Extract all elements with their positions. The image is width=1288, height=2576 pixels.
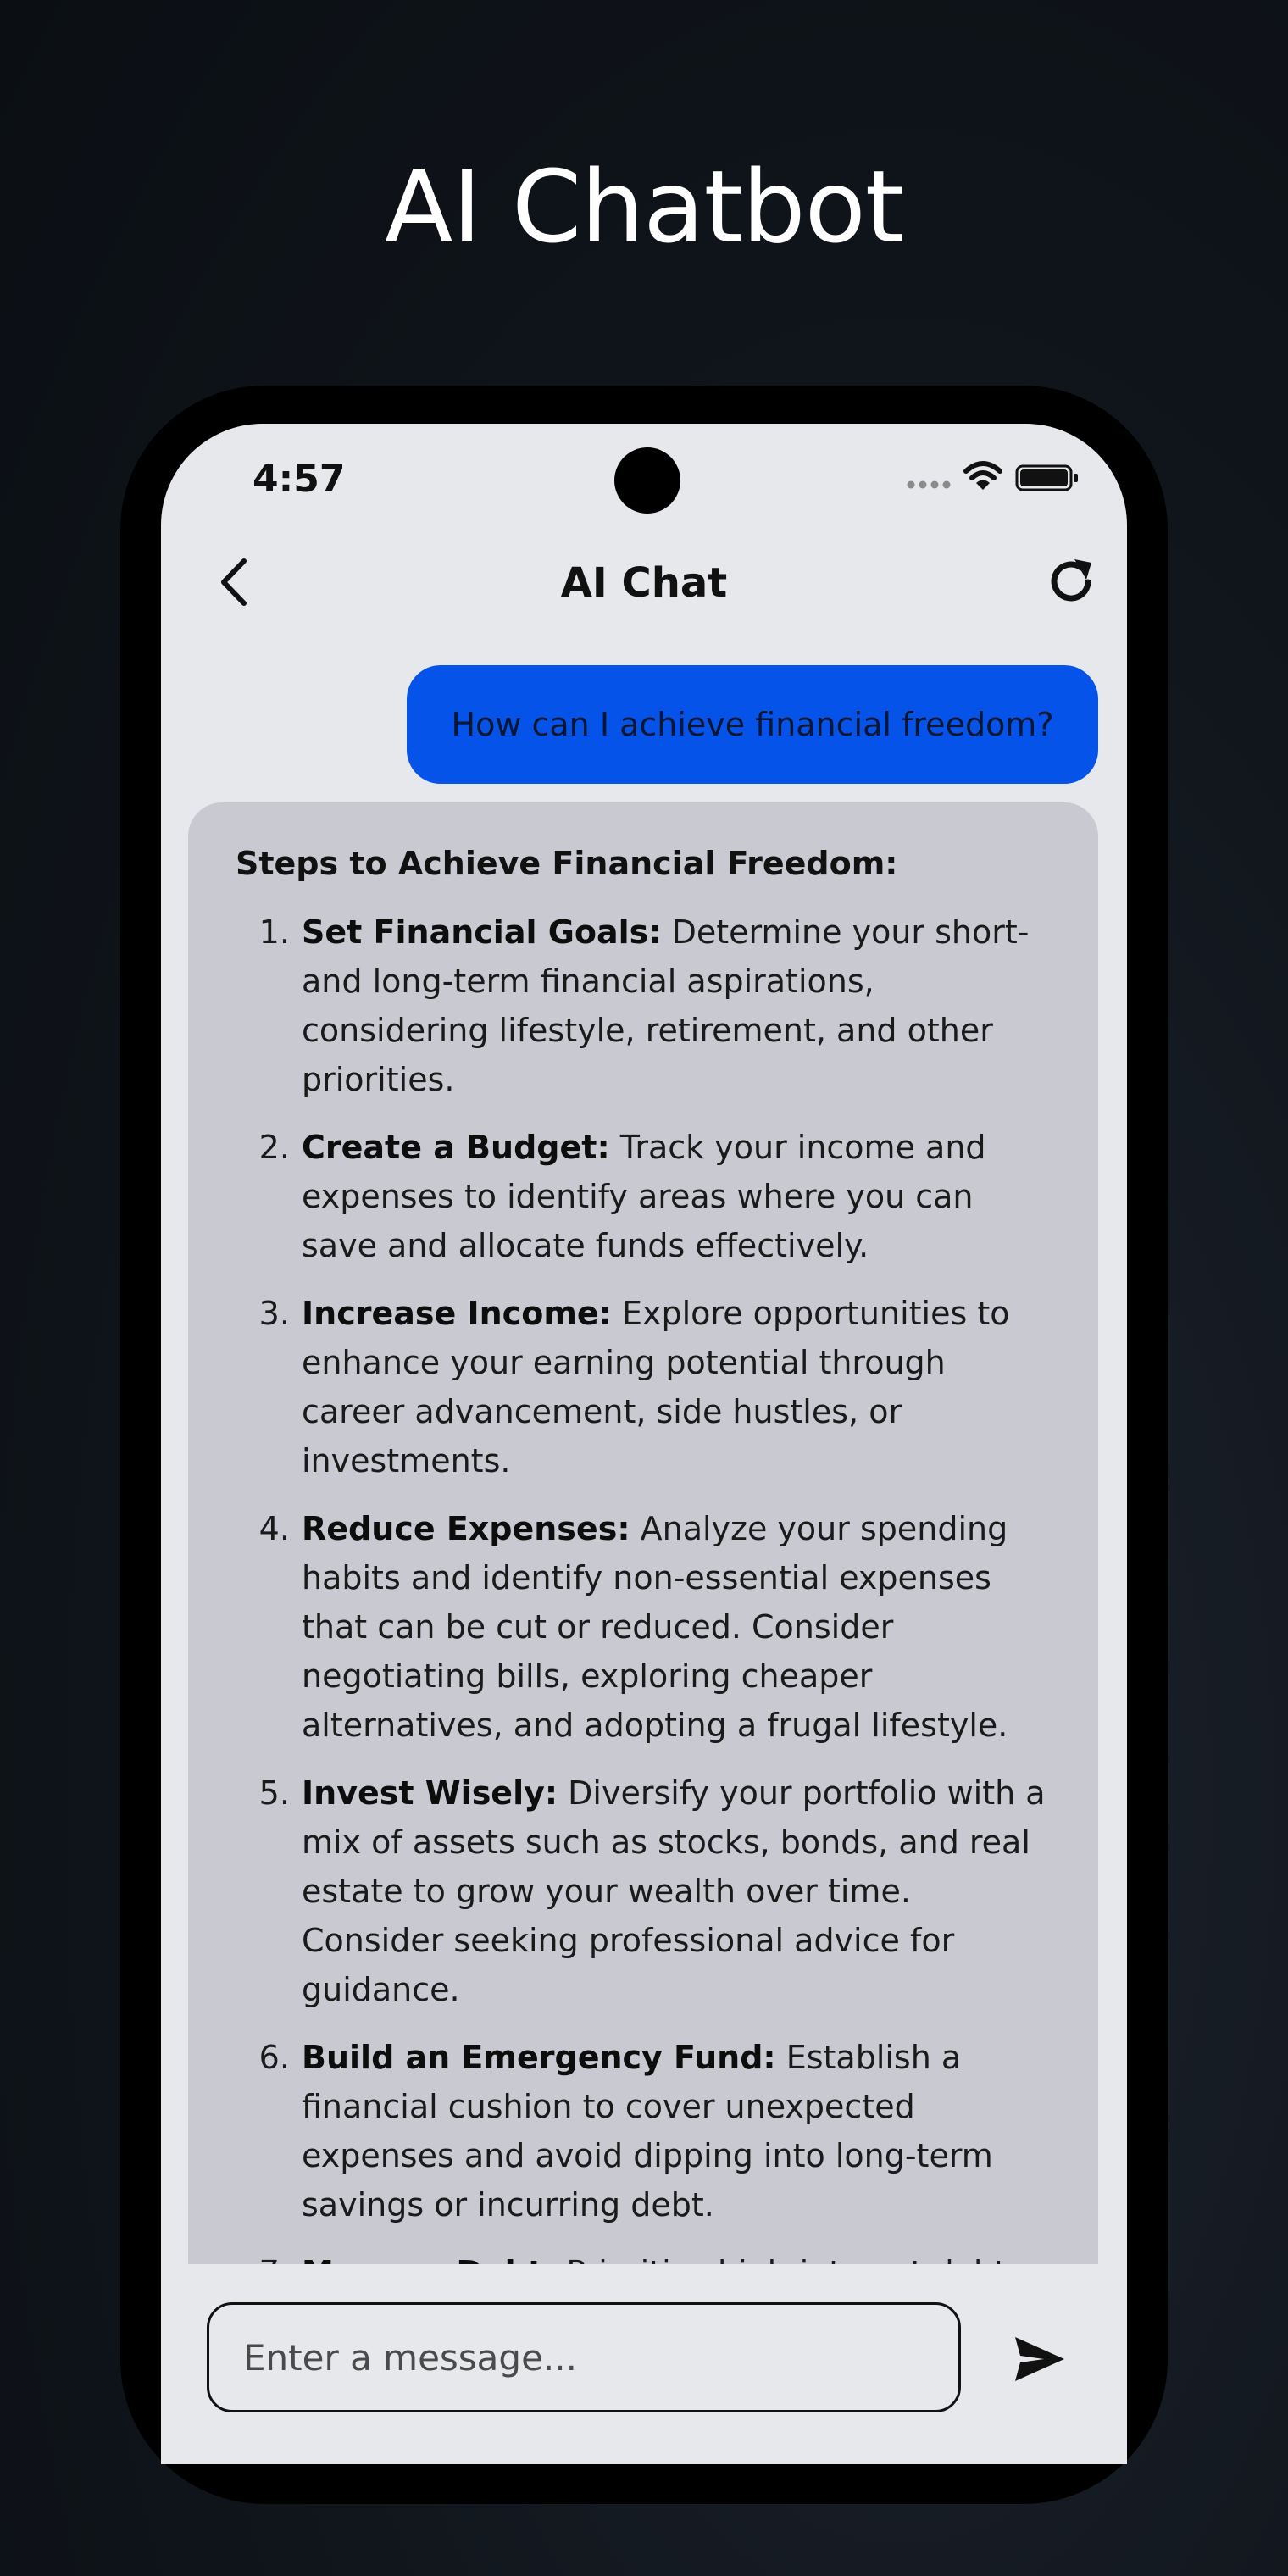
bot-message-heading: Steps to Achieve Financial Freedom: bbox=[236, 845, 898, 882]
message-list[interactable] bbox=[161, 636, 1127, 2264]
steps-list bbox=[236, 908, 1051, 2396]
step-text: Explore opportunities to enhance your earning potential through career advancement, side hustles, or investments. bbox=[302, 1295, 1010, 1480]
refresh-icon[interactable] bbox=[1042, 552, 1102, 612]
message-input[interactable] bbox=[207, 2302, 961, 2412]
send-icon[interactable] bbox=[1012, 2332, 1066, 2386]
step-title: Invest Wisely: bbox=[302, 1774, 558, 1812]
camera-cutout bbox=[614, 447, 680, 514]
list-item bbox=[300, 1504, 1051, 1750]
step-text: Determine your short- and long-term financial aspirations, considering lifestyle, retirement, and other priorities. bbox=[302, 913, 1030, 1098]
phone-screen bbox=[161, 424, 1127, 2464]
list-item bbox=[300, 908, 1051, 1104]
step-title: Set Financial Goals: bbox=[302, 913, 662, 951]
chat-header bbox=[161, 534, 1127, 636]
status-bar bbox=[161, 424, 1127, 534]
bot-message bbox=[188, 802, 1098, 2328]
user-message: How can I achieve financial freedom? bbox=[407, 665, 1098, 784]
step-title: Build an Emergency Fund: bbox=[302, 2039, 776, 2076]
page-title: AI Chatbot bbox=[384, 148, 904, 265]
status-time: 4:57 bbox=[253, 458, 346, 501]
step-title: Increase Income: bbox=[302, 1295, 612, 1332]
list-item bbox=[300, 2033, 1051, 2229]
step-text: Analyze your spending habits and identify non-essential expenses that can be cut or reduced. Consider negotiating bills, exploring cheaper alternatives, and adopting a frugal lifestyle. bbox=[302, 1510, 1008, 1744]
battery-icon bbox=[1015, 464, 1080, 491]
list-item bbox=[300, 1289, 1051, 1485]
chat-title: AI Chat bbox=[560, 559, 728, 607]
step-text: Establish a financial cushion to cover unexpected expenses and avoid dipping into long-term savings or incurring debt. bbox=[302, 2039, 993, 2223]
step-text: Diversify your portfolio with a mix of assets such as stocks, bonds, and real estate to grow your wealth over time. Consider seeking professional advice for guidance. bbox=[302, 1774, 1046, 2008]
step-text: Track your income and expenses to identify areas where you can save and allocate funds effectively. bbox=[302, 1129, 986, 1264]
message-composer bbox=[161, 2264, 1127, 2464]
step-title: Create a Budget: bbox=[302, 1129, 610, 1166]
list-item bbox=[300, 1768, 1051, 2014]
cellular-signal-icon bbox=[907, 480, 951, 490]
step-title: Reduce Expenses: bbox=[302, 1510, 630, 1547]
wifi-icon bbox=[963, 461, 1002, 491]
list-item bbox=[300, 1123, 1051, 1270]
